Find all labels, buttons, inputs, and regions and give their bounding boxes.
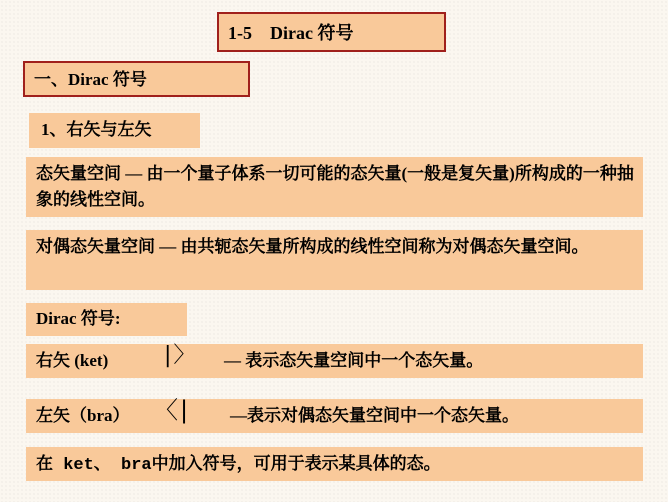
title-box	[217, 12, 446, 52]
section-heading: 一、Dirac 符号	[34, 70, 147, 89]
note-line	[26, 447, 643, 481]
state-space-definition: 态矢量空间 — 由一个量子体系一切可能的态矢量(一般是复矢量)所构成的一种抽象的线性空间。	[36, 164, 634, 209]
ket-description: — 表示态矢量空间中一个态矢量。	[224, 351, 484, 370]
bra-line	[26, 396, 643, 433]
state-space-definition-box	[26, 157, 643, 217]
dual-space-definition: 对偶态矢量空间 — 由共轭态矢量所构成的线性空间称为对偶态矢量空间。	[36, 237, 589, 256]
dual-space-definition-box	[26, 230, 643, 290]
slide-title: 1-5 Dirac 符号	[228, 23, 354, 43]
note-text: 在 ket、 bra中加入符号，可用于表示某具体的态。	[36, 456, 441, 475]
ket-line	[26, 344, 643, 378]
bra-label: 左矢（bra）	[36, 406, 130, 425]
section-heading-box	[23, 61, 250, 97]
dirac-label-box	[26, 303, 187, 336]
ket-symbol: |〉	[164, 343, 198, 368]
subsection-heading-box	[29, 113, 200, 148]
dirac-label: Dirac 符号:	[36, 309, 121, 328]
bra-description: —表示对偶态矢量空间中一个态矢量。	[230, 406, 519, 425]
bra-symbol: 〈|	[154, 396, 191, 424]
ket-label: 右矢 (ket)	[36, 351, 109, 370]
subsection-heading: 1、右矢与左矢	[41, 120, 152, 139]
